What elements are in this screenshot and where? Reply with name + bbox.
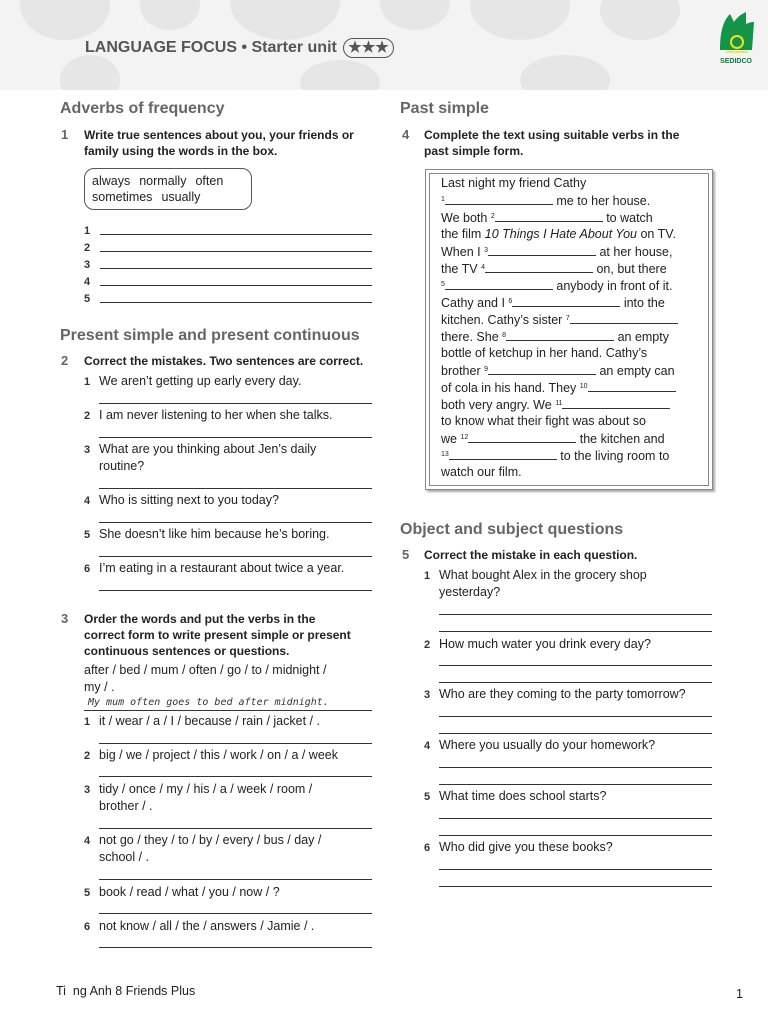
item-text: brother / . [99, 799, 153, 813]
text-fragment: We both [441, 211, 488, 225]
section-title-questions: Object and subject questions [400, 521, 624, 538]
item-text: What bought Alex in the grocery shop [439, 568, 647, 582]
gap-blank[interactable] [449, 447, 557, 460]
item-number: 4 [84, 276, 91, 288]
gap-blank[interactable] [488, 362, 596, 375]
section-title-present: Present simple and present continuous [60, 327, 360, 344]
difficulty-stars: ★★★ [343, 38, 393, 58]
item-text: Who did give you these books? [439, 840, 613, 854]
text-fragment: to watch [606, 211, 653, 225]
item-text: yesterday? [439, 585, 501, 599]
exercise-number: 3 [61, 611, 69, 626]
gap-number: 9 [484, 366, 488, 373]
item-text: not know / all / the / answers / Jamie / . [99, 919, 315, 933]
item-text: I’m eating in a restaurant about twice a year. [99, 561, 345, 575]
text-fragment: me to her house. [556, 194, 651, 208]
exercise-instruction [84, 127, 354, 159]
gap-number: 8 [502, 332, 507, 339]
answer-line[interactable] [439, 818, 712, 819]
footer-book-title: Ti ng Anh 8 Friends Plus [56, 984, 196, 998]
text-fragment: on, but there [596, 262, 667, 276]
item-text: What are you thinking about Jen’s daily [99, 442, 317, 456]
publisher-logo-text: SEDIDCO [720, 58, 752, 65]
text-line [441, 328, 669, 346]
item-text: How much water you drink every day? [439, 637, 651, 651]
example-prompt: after / bed / mum / often / go / to / midnight / [84, 663, 327, 677]
text-fragment: the kitchen and [579, 432, 665, 446]
text-line [441, 430, 665, 448]
text-line: bottle of ketchup in her hand. Cathy’s [441, 346, 648, 360]
text-fragment: anybody in front of it. [556, 279, 673, 293]
text-line [441, 396, 670, 414]
gap-blank[interactable] [512, 294, 620, 307]
text-fragment: brother [441, 364, 481, 378]
text-line [441, 209, 653, 227]
gap-number: 1 [441, 196, 445, 203]
gap-number: 2 [490, 213, 495, 220]
text-fragment: both very angry. We [441, 398, 552, 412]
answer-line[interactable] [439, 733, 712, 734]
text-fragment: kitchen. Cathy’s sister [441, 313, 563, 327]
item-number: 6 [84, 563, 91, 575]
gap-blank[interactable] [588, 379, 676, 392]
text-line: Last night my friend Cathy [441, 176, 587, 190]
gap-number: 3 [484, 247, 488, 254]
gap-number: 5 [441, 281, 445, 288]
answer-line[interactable] [439, 886, 712, 887]
gap-blank[interactable] [570, 311, 678, 324]
answer-line[interactable] [99, 590, 372, 591]
item-number: 5 [84, 293, 91, 305]
item-number: 2 [424, 639, 431, 651]
answer-line[interactable] [100, 234, 372, 235]
exercise-number: 1 [61, 127, 69, 142]
answer-line[interactable] [100, 302, 372, 303]
answer-line[interactable] [439, 682, 712, 683]
text-line [441, 311, 678, 329]
film-title: 10 Things I Hate About You [484, 227, 637, 241]
gap-number: 13 [441, 451, 449, 458]
gap-blank[interactable] [506, 328, 614, 341]
exercise-instruction [84, 611, 351, 659]
item-number: 6 [424, 842, 431, 854]
text-line [441, 260, 667, 278]
gap-blank[interactable] [445, 192, 553, 205]
item-number: 6 [84, 921, 91, 933]
answer-line[interactable] [99, 403, 372, 404]
gap-blank[interactable] [488, 243, 596, 256]
text-line [441, 226, 676, 243]
text-fragment: there. She [441, 330, 499, 344]
item-number: 3 [84, 444, 91, 456]
answer-line[interactable] [99, 437, 372, 438]
gap-number: 12 [460, 434, 469, 441]
item-number: 1 [84, 376, 91, 388]
text-line: watch our film. [441, 465, 522, 479]
item-number: 1 [84, 716, 91, 728]
answer-line[interactable] [100, 268, 372, 269]
text-fragment: into the [623, 296, 665, 310]
text-line [441, 277, 672, 295]
word-box-item: always [92, 174, 131, 188]
text-fragment: on TV. [640, 227, 676, 241]
answer-line[interactable] [99, 828, 372, 829]
answer-line[interactable] [99, 913, 372, 914]
item-text: it / wear / a / I / because / rain / jacket / . [99, 714, 320, 728]
answer-line[interactable] [99, 947, 372, 948]
exercise-number: 5 [402, 547, 410, 562]
word-box-item: often [195, 174, 224, 188]
answer-line[interactable] [439, 784, 712, 785]
item-number: 2 [84, 242, 91, 254]
text-fragment: at her house, [599, 245, 673, 259]
text-fragment: an empty [617, 330, 669, 344]
item-number: 1 [424, 570, 431, 582]
exercise-number: 2 [61, 353, 69, 368]
section-title-past-simple: Past simple [400, 100, 489, 117]
answer-line[interactable] [439, 614, 712, 615]
instruction-line: Complete the text using suitable verbs in the [424, 128, 680, 142]
item-number: 5 [424, 791, 431, 803]
text-fragment: we [441, 432, 457, 446]
item-text: school / . [99, 850, 150, 864]
instruction-line: continuous sentences or questions. [84, 644, 290, 658]
item-text: I am never listening to her when she talks. [99, 408, 333, 422]
answer-line[interactable] [100, 285, 372, 286]
item-text: Who are they coming to the party tomorrow? [439, 687, 686, 701]
gap-blank[interactable] [445, 277, 553, 290]
item-number: 5 [84, 529, 91, 541]
exercise-instruction [424, 127, 679, 159]
item-number: 4 [84, 495, 91, 507]
text-fragment: the film [441, 227, 482, 241]
text-line [441, 294, 665, 312]
item-text: Who is sitting next to you today? [99, 493, 279, 507]
text-line [441, 243, 672, 261]
item-text: not go / they / to / by / every / bus / day / [99, 833, 322, 847]
item-number: 4 [84, 835, 91, 847]
text-fragment: the TV [441, 262, 478, 276]
text-fragment: of cola in his hand. They [441, 381, 577, 395]
instruction-line: Order the words and put the verbs in the [84, 612, 316, 626]
item-text: routine? [99, 459, 145, 473]
item-number: 2 [84, 750, 91, 762]
answer-line[interactable] [99, 522, 372, 523]
item-number: 5 [84, 887, 91, 899]
instruction-line: Write true sentences about you, your friends or [84, 128, 354, 142]
word-box-item: normally [139, 174, 187, 188]
answer-line[interactable] [99, 743, 372, 744]
gap-number: 4 [481, 264, 485, 271]
answer-line[interactable] [99, 776, 372, 777]
text-line [441, 362, 675, 380]
gap-number: 11 [555, 400, 563, 407]
gap-blank[interactable] [495, 209, 603, 222]
answer-line[interactable] [439, 767, 712, 768]
item-text: tidy / once / my / his / a / week / room / [99, 782, 313, 796]
answer-line[interactable] [99, 556, 372, 557]
unit-title [85, 38, 394, 58]
item-number: 3 [424, 689, 431, 701]
item-text: big / we / project / this / work / on / a / week [99, 748, 338, 762]
gap-fill-text-box [425, 169, 713, 490]
answer-line[interactable] [99, 879, 372, 880]
page-number: 1 [736, 987, 743, 1001]
word-box-item: usually [161, 190, 201, 204]
example-answer: My mum often goes to bed after midnight. [88, 697, 329, 708]
text-line [441, 192, 650, 210]
item-number: 4 [424, 740, 431, 752]
item-text: What time does school starts? [439, 789, 607, 803]
text-fragment: to the living room to [560, 449, 670, 463]
item-number: 2 [84, 410, 91, 422]
answer-line[interactable] [439, 835, 712, 836]
item-text: We aren’t getting up early every day. [99, 374, 302, 388]
text-fragment: Cathy and I [441, 296, 505, 310]
instruction-line: past simple form. [424, 144, 524, 158]
answer-line[interactable] [439, 869, 712, 870]
item-text: book / read / what / you / now / ? [99, 885, 280, 899]
gap-blank[interactable] [485, 260, 593, 273]
instruction-line: family using the words in the box. [84, 144, 278, 158]
instruction-line: correct form to write present simple or present [84, 628, 351, 642]
unit-title-text: LANGUAGE FOCUS • Starter unit [85, 39, 337, 56]
text-fragment: When I [441, 245, 481, 259]
gap-blank[interactable] [468, 430, 576, 443]
item-number: 3 [84, 259, 91, 271]
item-text: Where you usually do your homework? [439, 738, 656, 752]
exercise-instruction: Correct the mistakes. Two sentences are correct. [84, 354, 364, 368]
text-line: to know what their fight was about so [441, 414, 646, 428]
gap-number: 10 [579, 383, 588, 390]
item-text: She doesn’t like him because he’s boring. [99, 527, 330, 541]
answer-line[interactable] [99, 488, 372, 489]
gap-blank[interactable] [562, 396, 670, 409]
section-title-adverbs: Adverbs of frequency [60, 100, 225, 117]
exercise-instruction: Correct the mistake in each question. [424, 548, 638, 562]
gap-number: 6 [508, 298, 513, 305]
exercise-number: 4 [402, 127, 410, 142]
word-box [84, 168, 252, 210]
word-box-item: sometimes [92, 190, 153, 204]
text-fragment: an empty can [599, 364, 675, 378]
item-number: 1 [84, 225, 91, 237]
gap-number: 7 [565, 315, 570, 322]
text-line [441, 447, 669, 465]
answer-line [84, 710, 372, 711]
example-prompt: my / . [84, 680, 115, 694]
answer-line[interactable] [439, 665, 712, 666]
text-line [441, 379, 676, 397]
answer-line[interactable] [100, 251, 372, 252]
answer-line[interactable] [439, 631, 712, 632]
item-number: 3 [84, 784, 91, 796]
answer-line[interactable] [439, 716, 712, 717]
